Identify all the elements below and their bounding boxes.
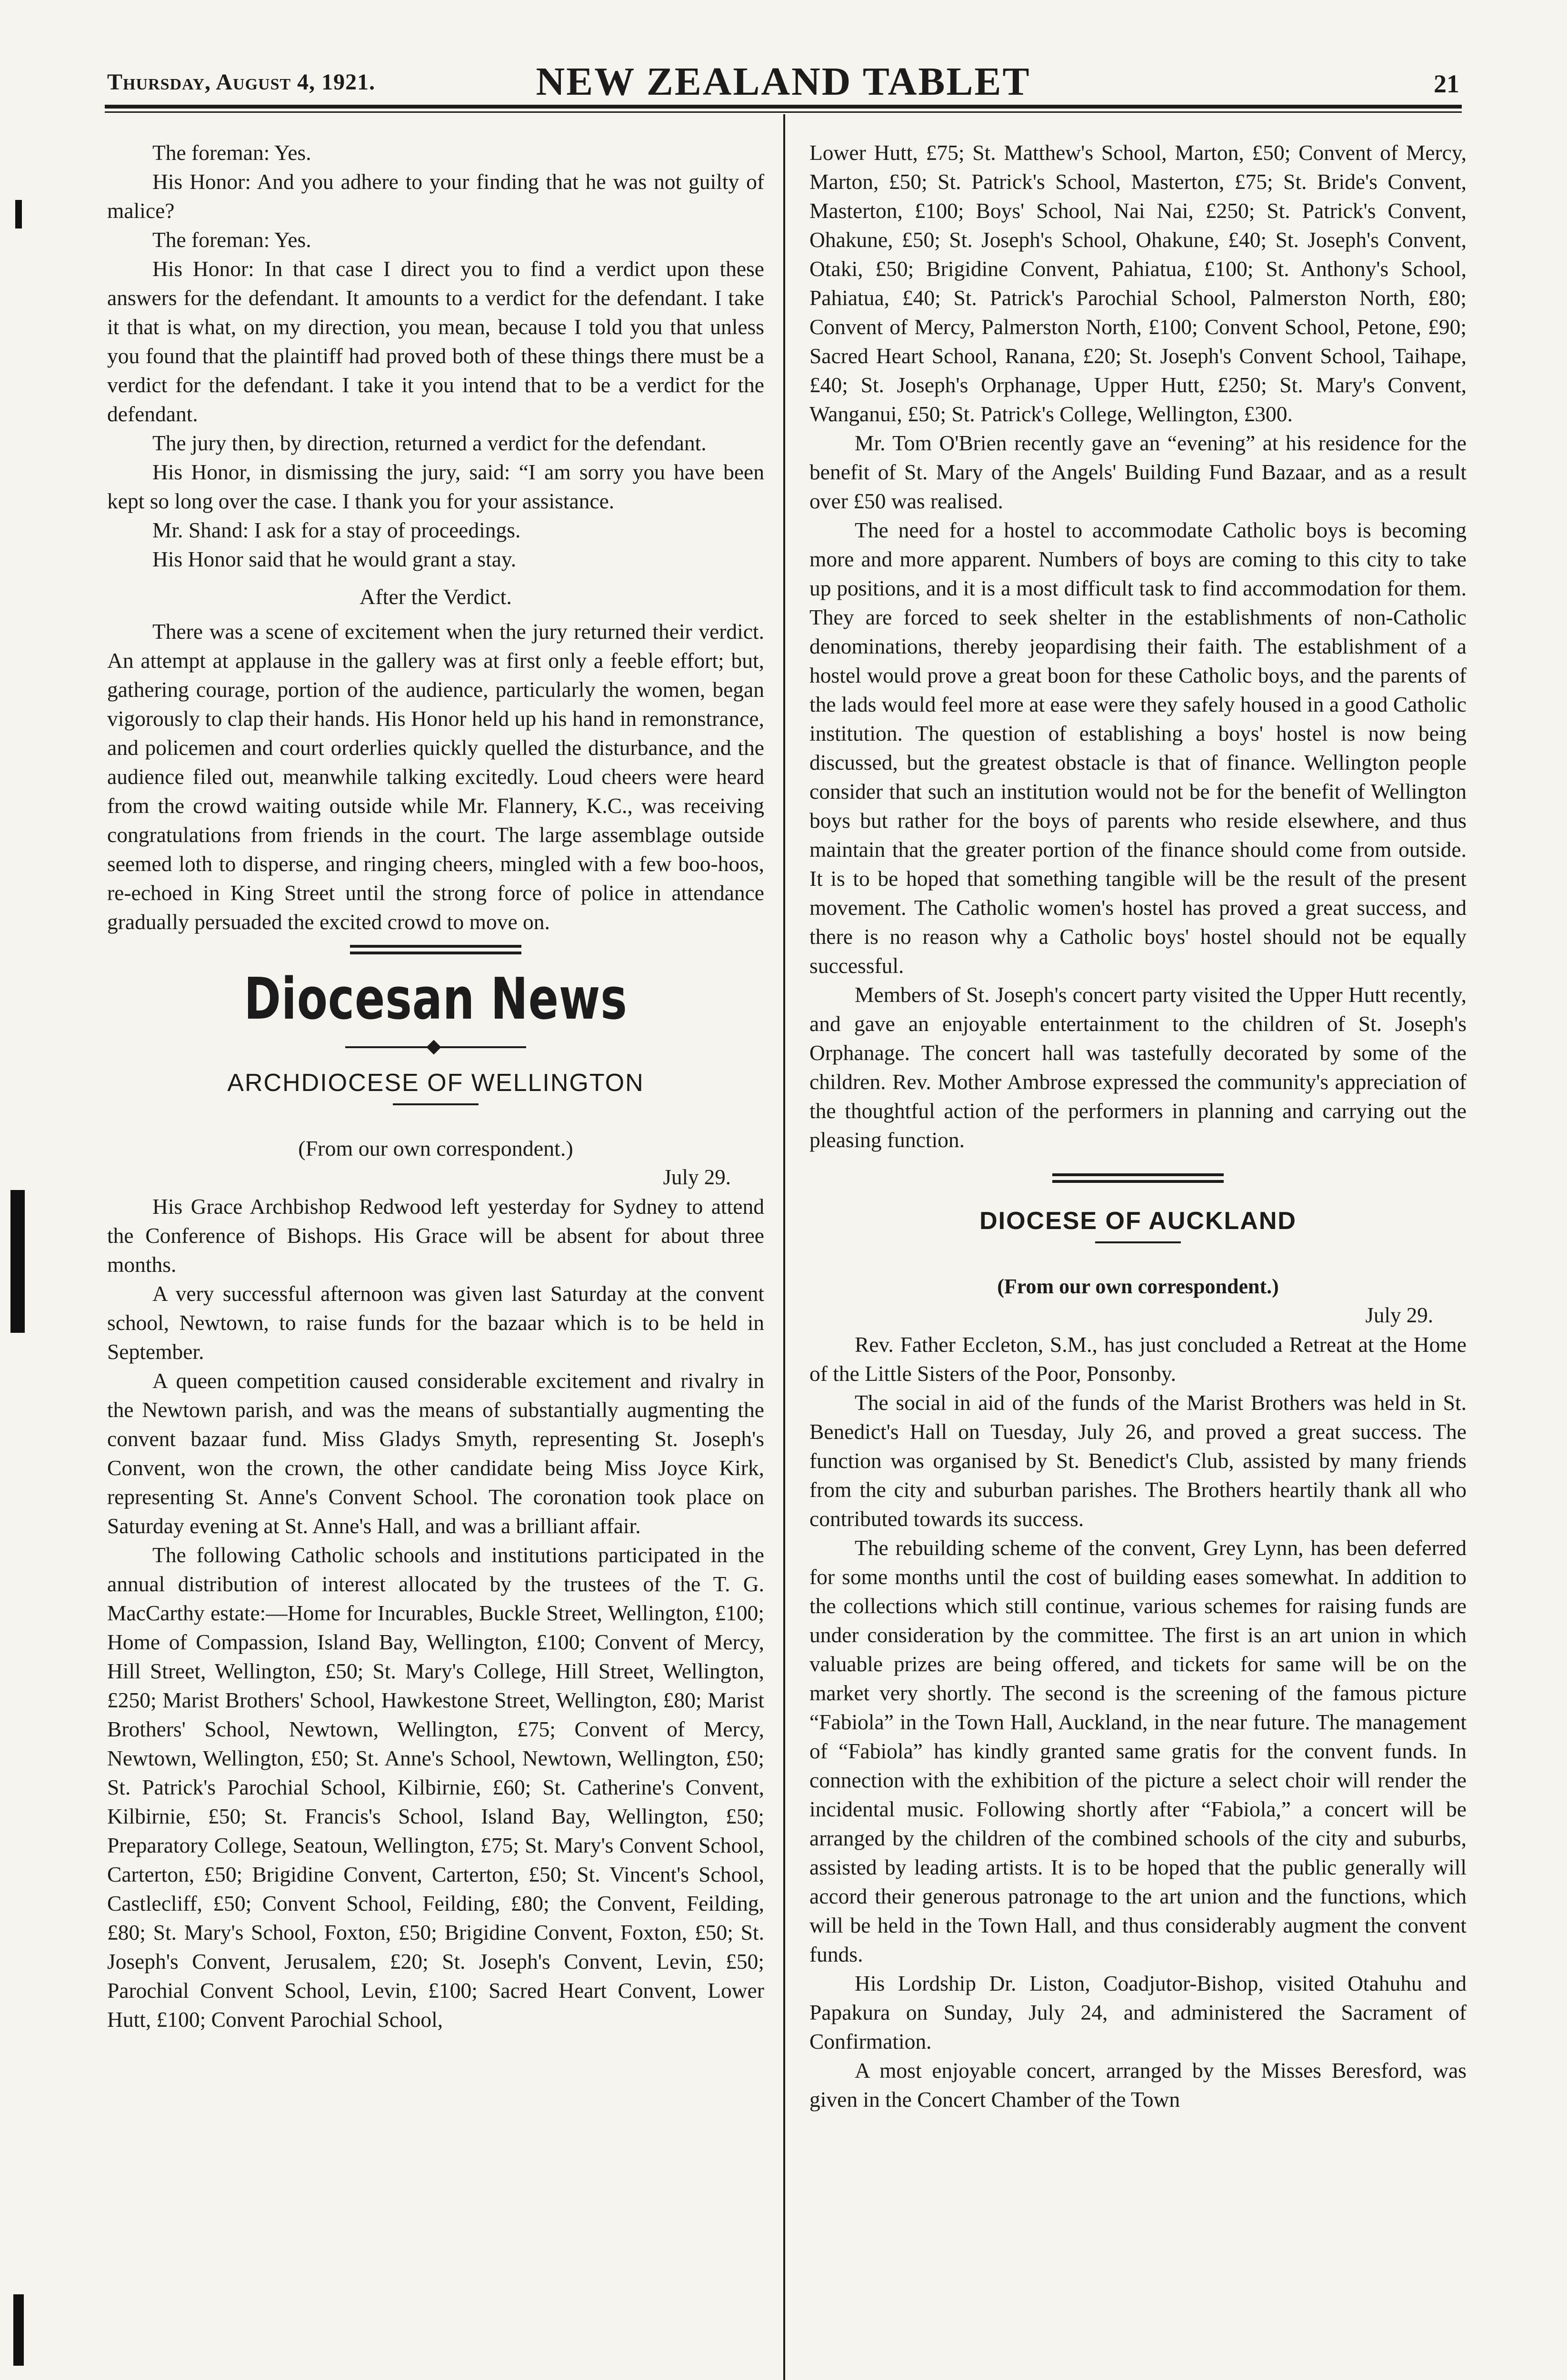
short-rule — [393, 1103, 479, 1105]
court-paragraph: His Honor: In that case I direct you to find a verdict upon these answers for the defendant. It amounts to a verdict for the defendant. I take it that is what, on my direction, you mean, because I told you that unless you found that the plaintiff had proved both of these things there must be a verdict for the defendant. I take it you intend that to be a verdict for the defendant. — [107, 257, 764, 426]
court-paragraph: Mr. Shand: I ask for a stay of proceedings. — [152, 518, 521, 542]
left-column — [107, 138, 764, 2034]
news-paragraph: The rebuilding scheme of the convent, Grey Lynn, has been deferred for some months until the cost of building eases somewhat. In addition to the collections which still continue, various schemes for raising funds are under consideration by the committee. The first is an art union in which valuable prizes are being offered, and tickets for same will be on the market very shortly. The second is the screening of the famous picture “Fabiola” in the Town Hall, Auckland, in the near future. The management of “Fabiola” has kindly granted same gratis for the convent funds. In connection with the exhibition of the picture a select choir will render the incidental music. Following shortly after “Fabiola,” a concert will be arranged by the children of the combined schools of the city and suburbs, assisted by leading artists. It is to be hoped that the public generally will accord their generous patronage to the art union and the functions, which will be held in the Town Hall, and thus considerably augment the convent funds. — [809, 1536, 1467, 1966]
news-paragraph: A most enjoyable concert, arranged by the Misses Beresford, was given in the Concert Chamber of the Town — [809, 2058, 1467, 2112]
news-paragraph: A queen competition caused considerable excitement and rivalry in the Newtown parish, and was the means of substantially augmenting the convent bazaar fund. Miss Gladys Smyth, representing St. Joseph's Convent, won the crown, the other candidate being Miss Joyce Kirk, representing St. Anne's Convent School. The coronation took place on Saturday evening at St. Anne's Hall, and was a brilliant affair. — [107, 1368, 764, 1538]
court-paragraph: His Honor, in dismissing the jury, said: “I am sorry you have been kept so long over the case. I thank you for your assistance. — [107, 460, 764, 513]
news-paragraph: A very successful afternoon was given last Saturday at the convent school, Newtown, to raise funds for the bazaar which is to be held in September. — [107, 1281, 764, 1364]
wellington-heading: ARCHDIOCESE OF WELLINGTON — [227, 1069, 644, 1097]
news-paragraph: The need for a hostel to accommodate Catholic boys is becoming more and more apparent. Numbers of boys are coming to this city to take up positions, and it is a most difficult task to find accommodation for them. They are forced to seek shelter in the establishments of non-Catholic denominations, thereby jeopardising their faith. The establishment of a hostel would prove a great boon for these Catholic boys, and the parents of the lads would feel more at ease were they safely housed in a good Catholic institution. The question of establishing a boys' hostel is now being discussed, but the greatest obstacle is that of finance. Wellington people consider that such an institution would not be for the benefit of Wellington boys but rather for the boys of parents who reside elsewhere, and thus maintain that the greater portion of the finance should come from outside. It is to be hoped that something tangible will be the result of the present movement. The Catholic women's hostel has proved a great success, and there is no reason why a Catholic boys' hostel should not be equally successful. — [809, 518, 1467, 978]
right-column — [809, 138, 1467, 2114]
news-paragraph: Rev. Father Eccleton, S.M., has just concluded a Retreat at the Home of the Little Sisters of the Poor, Ponsonby. — [809, 1332, 1467, 1386]
news-paragraph: The following Catholic schools and institutions participated in the annual distribution of interest allocated by the trustees of the T. G. MacCarthy estate:—Home for Incurables, Buckle Street, Wellington, £100; Home of Compassion, Island Bay, Wellington, £100; Convent of Mercy, Hill Street, Wellington, £50; St. Mary's College, Hill Street, Wellington, £250; Marist Brothers' School, Hawkestone Street, Wellington, £80; Marist Brothers' School, Newtown, Wellington, £75; Convent of Mercy, Newtown, Wellington, £50; St. Anne's School, Newtown, Wellington, £50; St. Patrick's Parochial School, Kilbirnie, £60; St. Catherine's Convent, Kilbirnie, £50; St. Francis's School, Island Bay, Wellington, £50; Preparatory College, Seatoun, Wellington, £75; St. Mary's Convent School, Carterton, £50; Brigidine Convent, Carterton, £50; St. Vincent's School, Castlecliff, £50; Convent School, Feilding, £80; the Convent, Feilding, £80; St. Mary's School, Foxton, £50; Brigidine Convent, Foxton, £50; St. Joseph's Convent, Jerusalem, £20; St. Joseph's Convent, Levin, £50; Parochial Convent School, Levin, £100; Sacred Heart Convent, Lower Hutt, £100; Convent Parochial School, — [107, 1543, 764, 2032]
court-paragraph: The foreman: Yes. — [152, 140, 311, 165]
column-divider — [783, 114, 785, 2380]
short-rule — [1095, 1241, 1181, 1243]
news-paragraph: Mr. Tom O'Brien recently gave an “evening” at his residence for the benefit of St. Mary of the Angels' Building Fund Bazaar, and as a result over £50 was realised. — [809, 431, 1467, 513]
court-paragraph: The foreman: Yes. — [152, 228, 311, 252]
masthead-rule-thick — [105, 105, 1462, 109]
subheading-after-verdict: After the Verdict. — [359, 585, 512, 609]
dateline: July 29. — [663, 1165, 731, 1189]
news-paragraph: Lower Hutt, £75; St. Matthew's School, Marton, £50; Convent of Mercy, Marton, £50; St. Patrick's School, Masterton, £75; St. Bride's Convent, Masterton, £100; Boys' School, Nai Nai, £250; St. Patrick's Convent, Ohakune, £50; St. Joseph's School, Ohakune, £40; St. Joseph's Convent, Otaki, £50; Brigidine Convent, Pahiatua, £100; St. Anthony's School, Pahiatua, £40; St. Patrick's Parochial School, Palmerston North, £80; Convent of Mercy, Palmerston North, £100; Convent School, Petone, £90; Sacred Heart School, Ranana, £20; St. Joseph's Convent School, Taihape, £40; St. Joseph's Orphanage, Upper Hutt, £250; St. Mary's Convent, Wanganui, £50; St. Patrick's College, Wellington, £300. — [809, 140, 1467, 426]
double-rule — [350, 945, 521, 954]
news-paragraph: His Grace Archbishop Redwood left yesterday for Sydney to attend the Conference of Bishops. His Grace will be absent for about three months. — [107, 1194, 764, 1277]
court-paragraph: His Honor: And you adhere to your finding that he was not guilty of malice? — [107, 169, 764, 223]
scan-artifact-mark — [13, 2294, 24, 2366]
correspondent-note: (From our own correspondent.) — [298, 1136, 573, 1160]
auckland-heading: DIOCESE OF AUCKLAND — [979, 1207, 1297, 1235]
masthead — [107, 55, 1459, 112]
scan-artifact-mark — [15, 200, 22, 228]
court-paragraph: The jury then, by direction, returned a verdict for the defendant. — [152, 431, 707, 455]
dateline: July 29. — [1365, 1303, 1433, 1327]
news-paragraph: The social in aid of the funds of the Marist Brothers was held in St. Benedict's Hall on Tuesday, July 26, and proved a great success. The function was organised by St. Benedict's Club, assisted by many friends from the city and suburban parishes. The Brothers heartily thank all who contributed towards its success. — [809, 1390, 1467, 1531]
publication-title: NEW ZEALAND TABLET — [536, 60, 1031, 104]
correspondent-note: (From our own correspondent.) — [997, 1275, 1279, 1298]
news-paragraph: Members of St. Joseph's concert party visited the Upper Hutt recently, and gave an enjoyable entertainment to the children of St. Joseph's Orphanage. The concert hall was tastefully decorated by some of the children. Rev. Mother Ambrose expressed the community's appreciation of the thoughtful action of the performers in planning and carrying out the pleasing function. — [809, 982, 1467, 1152]
verdict-paragraph: There was a scene of excitement when the jury returned their verdict. An attempt at applause in the gallery was at first only a feeble effort; but, gathering courage, portion of the audience, particularly the women, began vigorously to clap their hands. His Honor held up his hand in remonstrance, and policemen and court orderlies quickly quelled the disturbance, and the audience filed out, meanwhile talking excitedly. Loud cheers were heard from the crowd waiting outside while Mr. Flannery, K.C., was receiving congratulations from friends in the court. The large assemblage outside seemed loth to disperse, and ringing cheers, mingled with a few boo-hoos, re-echoed in King Street until the strong force of police in attendance gradually persuaded the excited crowd to move on. — [107, 619, 764, 934]
masthead-rule-thin — [105, 111, 1462, 113]
issue-date: Thursday, August 4, 1921. — [107, 69, 376, 95]
court-paragraph: His Honor said that he would grant a stay. — [152, 547, 517, 571]
diocesan-news-heading: Diocesan News — [244, 966, 628, 1032]
double-rule — [1052, 1173, 1224, 1183]
page-number: 21 — [1434, 69, 1459, 98]
news-paragraph: His Lordship Dr. Liston, Coadjutor-Bishop, visited Otahuhu and Papakura on Sunday, July 24, and administered the Sacrament of Confirmation. — [809, 1971, 1467, 2053]
diamond-rule — [345, 1040, 526, 1054]
scan-artifact-mark — [10, 1190, 25, 1333]
